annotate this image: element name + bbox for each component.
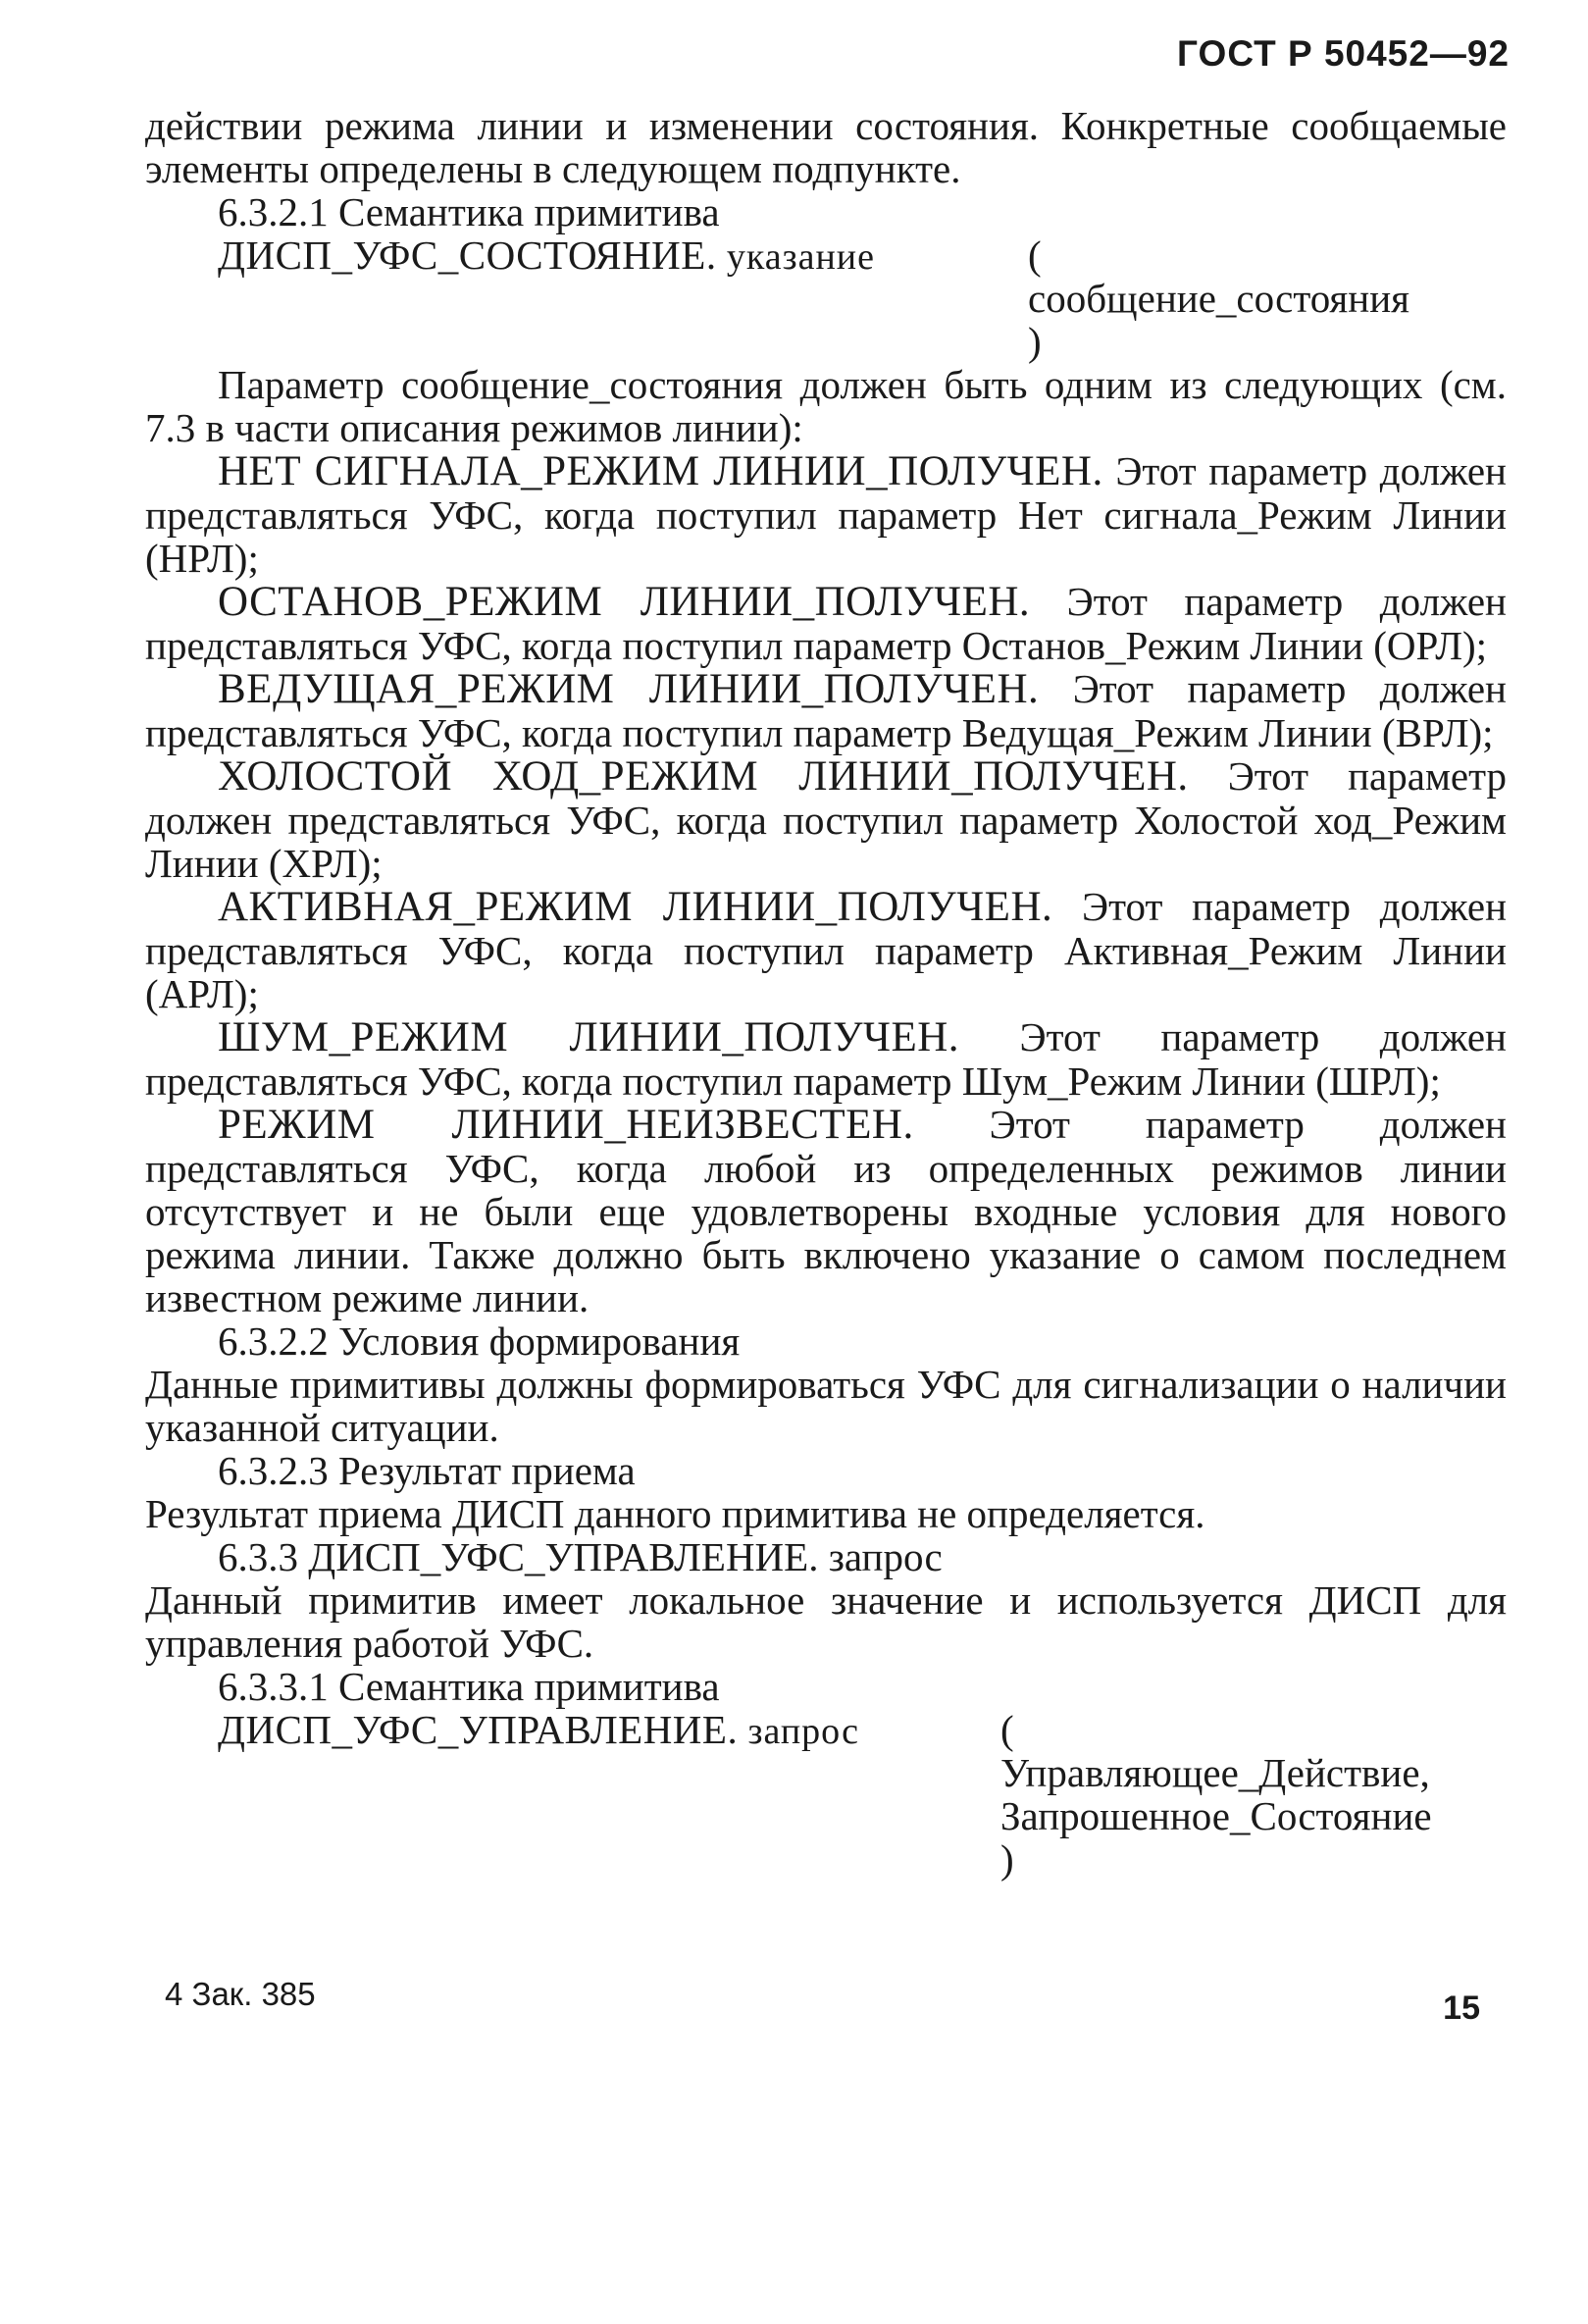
primitive-signature-status: [145, 233, 1507, 277]
parameter-name: НЕТ СИГНАЛА_РЕЖИМ ЛИНИИ_ПОЛУЧЕН.: [218, 448, 1103, 494]
close-paren: ): [1000, 1836, 1014, 1882]
list-item: [145, 667, 1507, 754]
primitive-parameter: сообщение_состояния: [1028, 276, 1410, 321]
parameter-description: Этот параметр должен представляться УФС, когда поступил параметр Холостой ход_Режим Линии (ХРЛ);: [145, 753, 1507, 886]
list-item: [145, 754, 1507, 885]
parameter-description: Этот параметр должен представляться УФС, когда поступил параметр Нет сигнала_Режим Линии (НРЛ);: [145, 448, 1507, 581]
list-item: [145, 885, 1507, 1015]
parameter-description: Этот параметр должен представляться УФС, когда поступил параметр Останов_Режим Линии (ОРЛ);: [145, 579, 1507, 668]
parameter-description: Этот параметр должен представляться УФС, когда поступил параметр Шум_Режим Линии (ШРЛ);: [145, 1014, 1507, 1104]
parameter-name: ОСТАНОВ_РЕЖИМ ЛИНИИ_ПОЛУЧЕН.: [218, 579, 1031, 625]
section-6-3-3-text: Данный примитив имеет локальное значение и используется ДИСП для управления работой УФС.: [145, 1577, 1507, 1666]
close-paren: ): [1028, 319, 1042, 364]
primitive-name: ДИСП_УФС_УПРАВЛЕНИЕ.: [218, 1707, 739, 1752]
parameter-description: Этот параметр должен представляться УФС, когда поступил параметр Активная_Режим Линии (АРЛ);: [145, 884, 1508, 1016]
parameter-name: ШУМ_РЕЖИМ ЛИНИИ_ПОЛУЧЕН.: [218, 1014, 960, 1060]
open-paren: (: [1000, 1707, 1014, 1752]
list-item: [145, 449, 1507, 580]
list-item: [145, 580, 1507, 667]
parameter-name: ХОЛОСТОЙ ХОД_РЕЖИМ ЛИНИИ_ПОЛУЧЕН.: [218, 753, 1189, 800]
intro-paragraph: действии режима линии и изменении состояния. Конкретные сообщаемые элементы определены в следующем подпункте.: [145, 103, 1507, 191]
page-body: [145, 104, 1507, 1881]
section-6-3-2-2-text: Данные примитивы должны формироваться УФС для сигнализации о наличии указанной ситуации.: [145, 1362, 1507, 1450]
parameter-intro: Параметр сообщение_состояния должен быть одним из следующих (см. 7.3 в части описания режимов линии):: [145, 362, 1507, 450]
standard-header: ГОСТ Р 50452—92: [1177, 33, 1510, 74]
list-item: [145, 1103, 1507, 1319]
primitive-parameter: Запрошенное_Состояние: [1000, 1793, 1432, 1838]
primitive-signature-control: [145, 1708, 1507, 1751]
section-6-3-2-3-text: Результат приема ДИСП данного примитива не определяется.: [145, 1491, 1205, 1536]
primitive-name: ДИСП_УФС_СОСТОЯНИЕ.: [218, 232, 717, 278]
parameter-name: РЕЖИМ ЛИНИИ_НЕИЗВЕСТЕН.: [218, 1102, 914, 1148]
parameter-name: ВЕДУЩАЯ_РЕЖИМ ЛИНИИ_ПОЛУЧЕН.: [218, 666, 1040, 712]
section-6-3-2-2-heading: 6.3.2.2 Условия формирования: [218, 1318, 741, 1364]
section-6-3-3-1-heading: 6.3.3.1 Семантика примитива: [218, 1664, 720, 1709]
section-6-3-3-heading: 6.3.3 ДИСП_УФС_УПРАВЛЕНИЕ. запрос: [218, 1534, 943, 1579]
open-paren: (: [1028, 232, 1042, 278]
parameter-description: Этот параметр должен представляться УФС, когда поступил параметр Ведущая_Режим Линии (ВРЛ);: [145, 666, 1507, 755]
parameter-description: Этот параметр должен представляться УФС, когда любой из определенных режимов линии отсутствует и не были еще удовлетворены входные условия для нового режима линии. Также должно быть включено указание о самом последнем известном режиме линии.: [145, 1102, 1507, 1320]
page-number: 15: [1443, 1989, 1480, 2027]
primitive-parameter: Управляющее_Действие,: [1000, 1750, 1430, 1795]
parameter-name: АКТИВНАЯ_РЕЖИМ ЛИНИИ_ПОЛУЧЕН.: [218, 884, 1053, 930]
primitive-kind: указание: [726, 236, 876, 278]
section-6-3-2-3-heading: 6.3.2.3 Результат приема: [218, 1448, 636, 1493]
list-item: [145, 1015, 1507, 1103]
order-number: 4 Зак. 385: [165, 1976, 316, 2012]
primitive-kind: запрос: [747, 1711, 859, 1752]
section-6-3-2-1-heading: 6.3.2.1 Семантика примитива: [218, 189, 720, 234]
